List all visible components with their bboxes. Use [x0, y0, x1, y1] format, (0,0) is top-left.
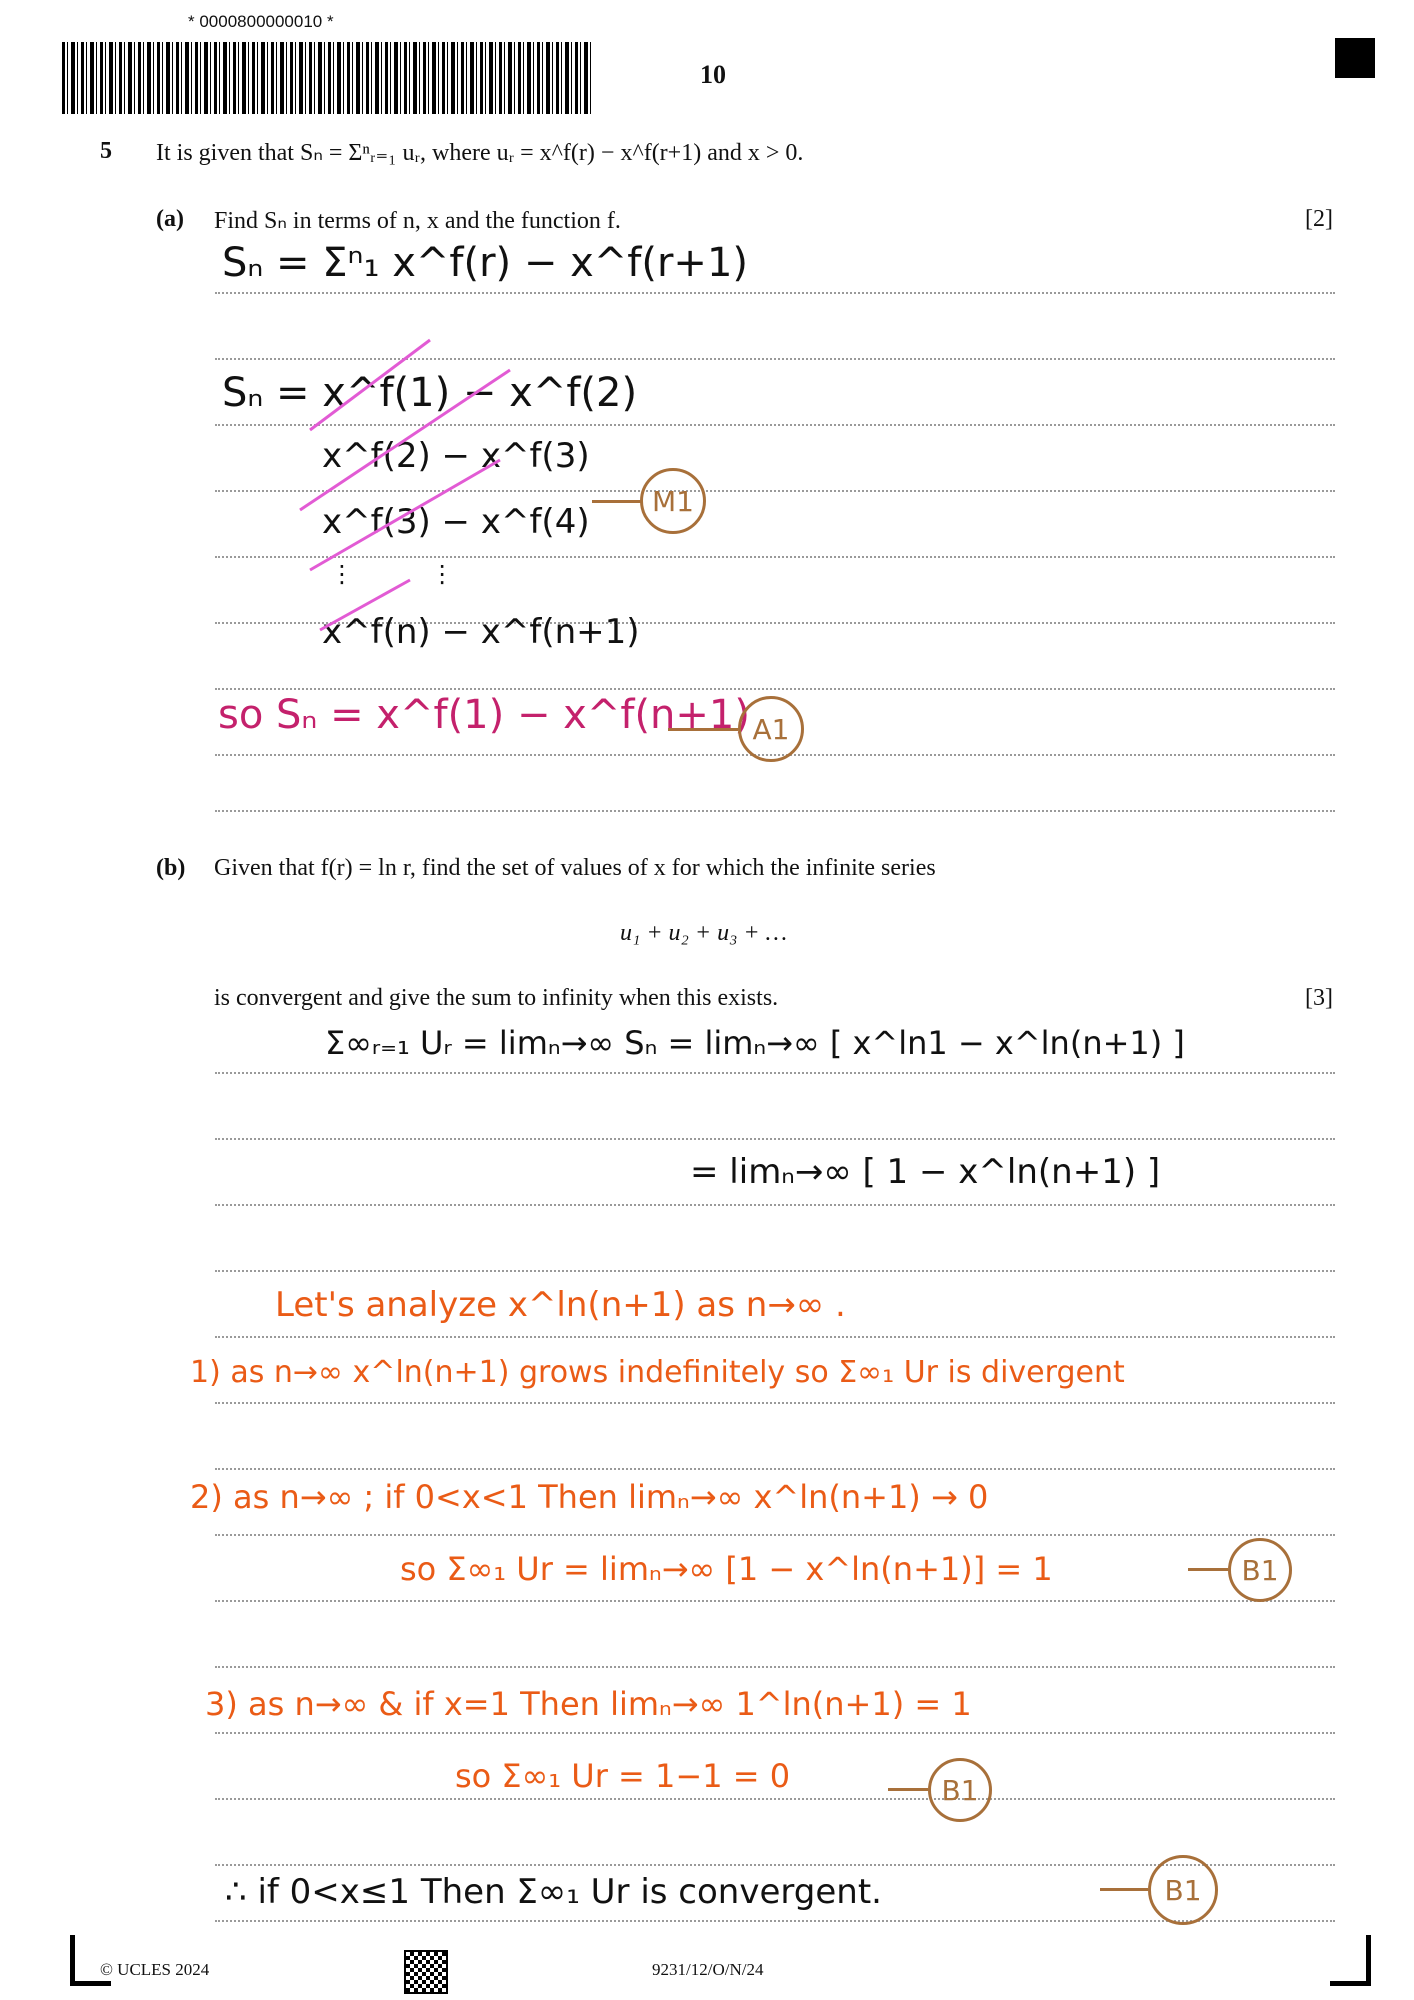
part-b-label: (b): [156, 855, 186, 881]
part-a-work-line-2: Sₙ = x^f(1) − x^f(2): [222, 370, 638, 416]
part-a-work-line-6: x^f(n) − x^f(n+1): [322, 612, 640, 652]
part-a-work-line-3: x^f(2) − x^f(3): [322, 436, 590, 476]
mark-b1-second: B1: [928, 1758, 992, 1822]
mark-b1-first: B1: [1228, 1538, 1292, 1602]
answer-line: [215, 1138, 1335, 1140]
answer-line: [215, 688, 1335, 690]
part-a-work-line-4: x^f(3) − x^f(4): [322, 502, 590, 542]
part-b-work-line-7: 3) as n→∞ & if x=1 Then limₙ→∞ 1^ln(n+1) = 1: [205, 1685, 972, 1723]
part-a-text: Find Sₙ in terms of n, x and the function f.: [214, 208, 621, 234]
part-b-work-line-4: 1) as n→∞ x^ln(n+1) grows indefinitely so Σ∞₁ Ur is divergent: [190, 1355, 1125, 1390]
answer-line: [215, 1732, 1335, 1734]
answer-line: [215, 1666, 1335, 1668]
mark-b1-second-tail: [888, 1788, 928, 1791]
answer-line: [215, 1534, 1335, 1536]
part-b-text: Given that f(r) = ln r, find the set of values of x for which the infinite series: [214, 855, 936, 881]
answer-line: [215, 1270, 1335, 1272]
part-b-conclusion: ∴ if 0<x≤1 Then Σ∞₁ Ur is convergent.: [225, 1872, 882, 1912]
mark-m1: M1: [640, 468, 706, 534]
qr-code: [404, 1950, 448, 1994]
mark-a1-tail: [668, 728, 738, 731]
part-b-text-2: is convergent and give the sum to infinity when this exists.: [214, 985, 779, 1011]
registration-mark: [1335, 38, 1375, 78]
corner-mark-right: [1330, 1935, 1371, 1986]
mark-a1: A1: [738, 696, 804, 762]
answer-line: [215, 1468, 1335, 1470]
part-b-work-line-1: Σ∞ᵣ₌₁ Uᵣ = limₙ→∞ Sₙ = limₙ→∞ [ x^ln1 − x^ln(n+1) ]: [325, 1024, 1185, 1062]
answer-line: [215, 1600, 1335, 1602]
part-b-work-line-8: so Σ∞₁ Ur = 1−1 = 0: [455, 1757, 791, 1795]
part-a-work-line-5: ⋮ ⋮: [330, 560, 455, 588]
part-a-work-line-1: Sₙ = Σⁿ₁ x^f(r) − x^f(r+1): [222, 240, 748, 286]
barcode-number: * 0000800000010 *: [188, 12, 334, 31]
cancellation-strokes: [280, 320, 540, 650]
answer-line: [215, 810, 1335, 812]
part-a-answer: so Sₙ = x^f(1) − x^f(n+1): [218, 692, 750, 738]
page-number: 10: [700, 60, 726, 89]
part-b-work-line-6: so Σ∞₁ Ur = limₙ→∞ [1 − x^ln(n+1)] = 1: [400, 1550, 1053, 1588]
part-b-marks: [3]: [1305, 985, 1333, 1011]
answer-line: [215, 1072, 1335, 1074]
part-a-label: (a): [156, 206, 184, 232]
answer-line: [215, 1336, 1335, 1338]
part-a-marks: [2]: [1305, 206, 1333, 232]
mark-b1-third-tail: [1100, 1888, 1148, 1891]
barcode: [62, 42, 594, 114]
answer-line: [215, 292, 1335, 294]
question-number: 5: [100, 138, 112, 164]
question-intro: It is given that Sₙ = Σⁿᵣ₌₁ uᵣ, where uᵣ = x^f(r) − x^f(r+1) and x > 0.: [156, 140, 804, 166]
part-b-work-line-3: Let's analyze x^ln(n+1) as n→∞ .: [275, 1285, 846, 1325]
mark-b1-third: B1: [1148, 1855, 1218, 1925]
part-b-series: u₁ + u₂ + u₃ + …: [620, 920, 787, 946]
mark-b1-first-tail: [1188, 1568, 1228, 1571]
answer-line: [215, 1798, 1335, 1800]
copyright: © UCLES 2024: [100, 1960, 210, 1979]
answer-line: [215, 1402, 1335, 1404]
mark-m1-tail: [592, 500, 642, 503]
answer-line: [215, 1204, 1335, 1206]
part-b-work-line-5: 2) as n→∞ ; if 0<x<1 Then limₙ→∞ x^ln(n+1) → 0: [190, 1478, 989, 1516]
part-b-work-line-2: = limₙ→∞ [ 1 − x^ln(n+1) ]: [690, 1152, 1161, 1192]
paper-code: 9231/12/O/N/24: [652, 1960, 764, 1979]
